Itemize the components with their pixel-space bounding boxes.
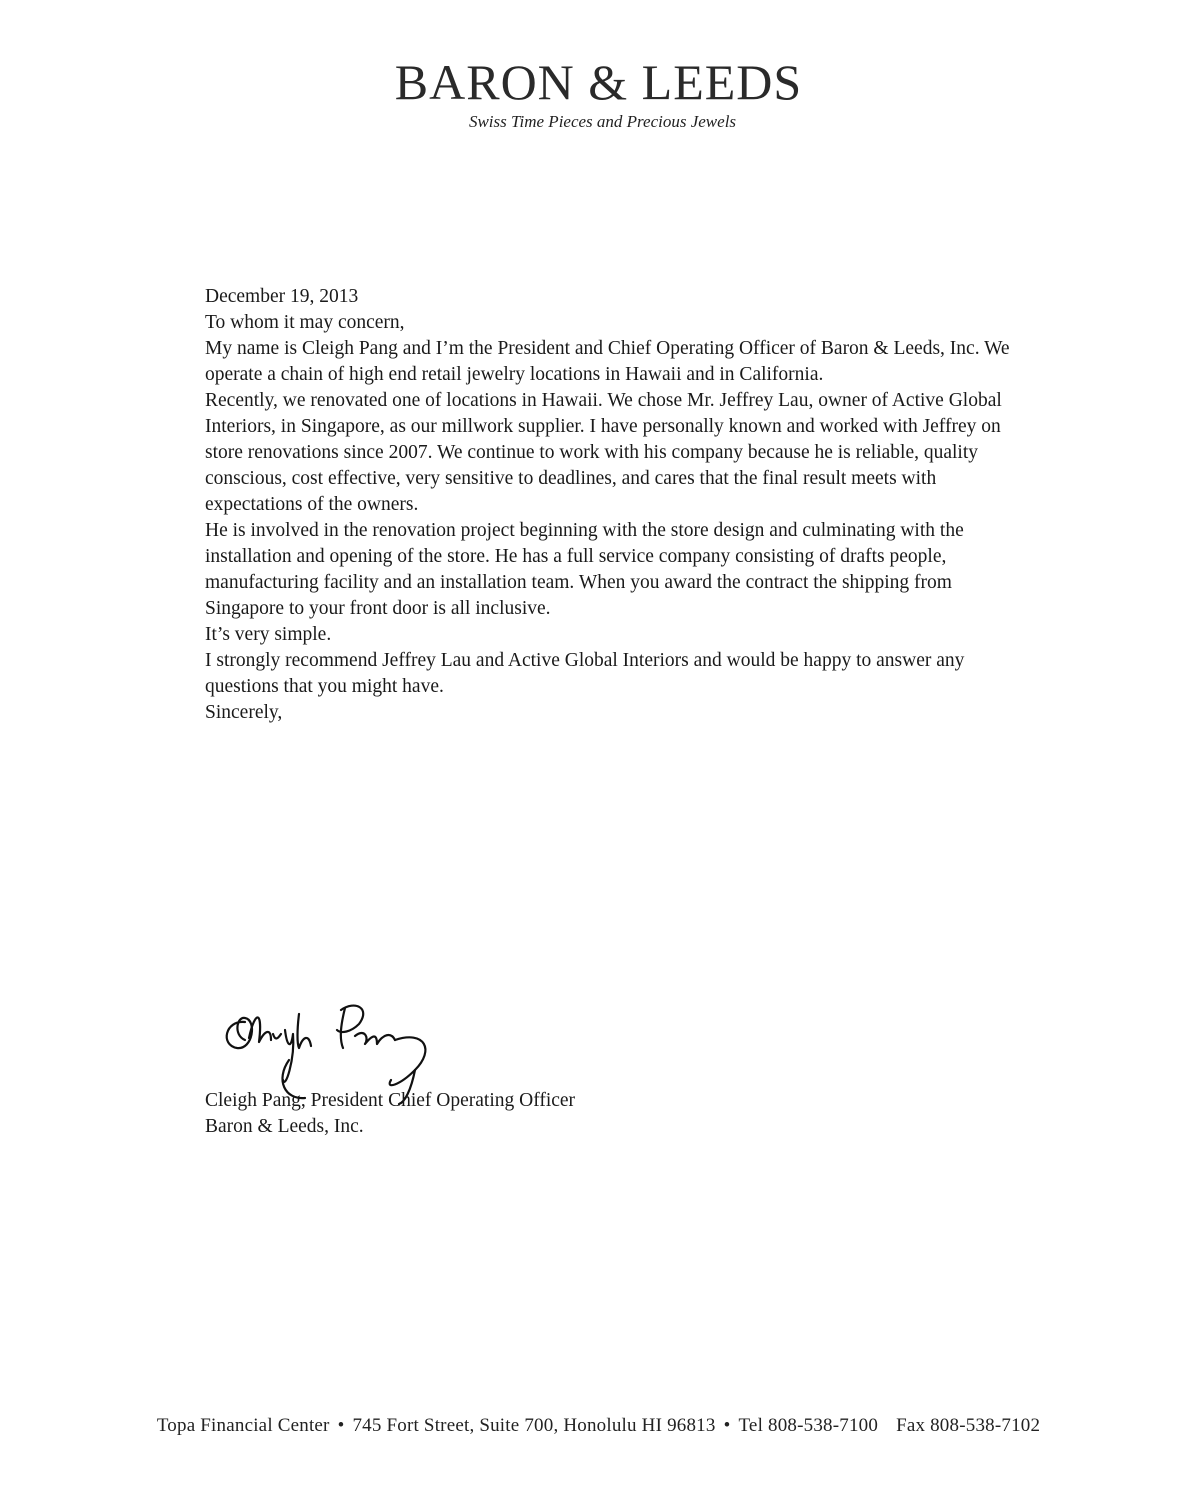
letterhead (0, 54, 1197, 132)
letter-paragraph-3: He is involved in the renovation project beginning with the store design and culminating with the installation and opening of the store. He has a full service company consisting of drafts people, manufacturing facility and an installation team. When you award the contract the shipping from Singapore to your front door is all inclusive. (205, 520, 964, 619)
letter-body (205, 284, 1025, 726)
footer-tel: Tel 808-538-7100 (738, 1415, 879, 1436)
letter-date: December 19, 2013 (205, 286, 359, 307)
letter-paragraph-5: I strongly recommend Jeffrey Lau and Active Global Interiors and would be happy to answer any questions that you might have. (205, 650, 965, 697)
letter-paragraph-1: My name is Cleigh Pang and I’m the President and Chief Operating Officer of Baron & Leeds, Inc. We operate a chain of high end retail jewelry locations in Hawaii and in California. (205, 338, 1010, 385)
letter-salutation: To whom it may concern, (205, 312, 405, 333)
footer-building: Topa Financial Center (156, 1415, 330, 1436)
brand-tagline: Swiss Time Pieces and Precious Jewels (468, 112, 737, 131)
signer-name-title: Cleigh Pang, President Chief Operating Officer (205, 1090, 576, 1111)
footer-fax: Fax 808-538-7102 (896, 1415, 1041, 1436)
footer-bullet: • (337, 1415, 345, 1436)
signer-block (205, 1088, 575, 1140)
footer-address-bar (0, 1415, 1197, 1437)
footer-street: 745 Fort Street, Suite 700, Honolulu HI 96813 (352, 1415, 716, 1436)
letter-closing: Sincerely, (205, 702, 283, 723)
footer-bullet: • (723, 1415, 731, 1436)
brand-logo: BARON & LEEDS (394, 54, 803, 110)
signer-company: Baron & Leeds, Inc. (205, 1116, 364, 1137)
letter-paragraph-4: It’s very simple. (205, 624, 332, 645)
letter-paragraph-2: Recently, we renovated one of locations in Hawaii. We chose Mr. Jeffrey Lau, owner of Active Global Interiors, in Singapore, as our millwork supplier. I have personally known and worked with Jeffrey on store renovations since 2007. We continue to work with his company because he is reliable, quality conscious, cost effective, very sensitive to deadlines, and cares that the final result meets with expectations of the owners. (205, 390, 1002, 515)
